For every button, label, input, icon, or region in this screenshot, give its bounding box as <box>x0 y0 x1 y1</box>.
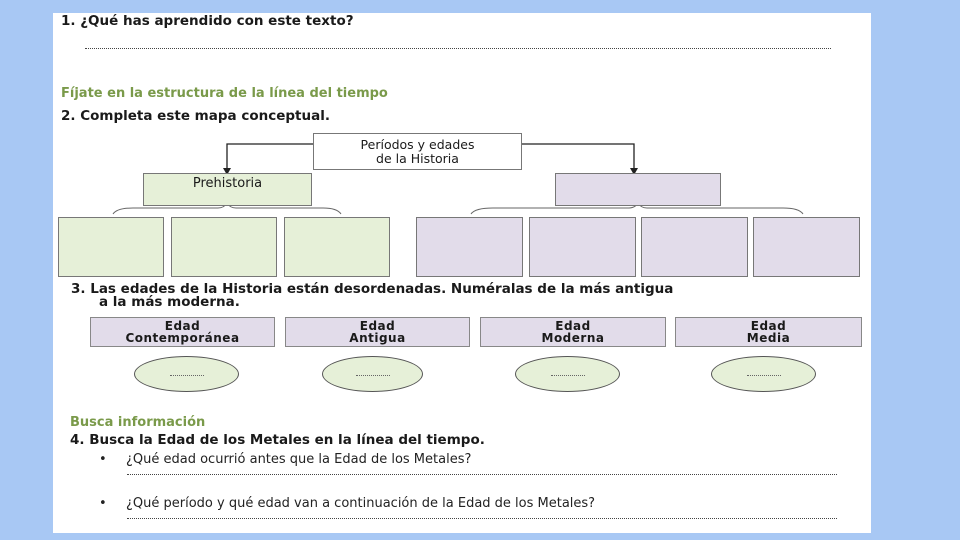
bullet-dot-1: • <box>99 452 107 467</box>
answer-line-4a[interactable] <box>127 474 837 475</box>
question-2: 2. Completa este mapa conceptual. <box>61 108 330 124</box>
section-heading-busca: Busca información <box>70 415 206 430</box>
box-historia-2[interactable] <box>529 217 636 277</box>
question-3-line-1: 3. Las edades de la Historia están desordenadas. Numéralas de la más antigua <box>71 281 674 297</box>
bullet-question-1: ¿Qué edad ocurrió antes que la Edad de los Metales? <box>126 452 472 467</box>
box-historia-3[interactable] <box>641 217 748 277</box>
box-prehistoria-1[interactable] <box>58 217 164 277</box>
box-historia-1[interactable] <box>416 217 523 277</box>
era-label-line-1: Edad <box>750 319 787 333</box>
node-prehistoria: Prehistoria <box>143 173 312 206</box>
section-heading-timeline: Fíjate en la estructura de la línea del tiempo <box>61 86 388 101</box>
era-label-line-2: Antigua <box>349 331 406 345</box>
era-label-line-1: Edad <box>555 319 591 333</box>
era-label-line-2: Moderna <box>541 331 605 345</box>
question-4: 4. Busca la Edad de los Metales en la línea del tiempo. <box>70 432 485 448</box>
era-label-line-2: Media <box>746 331 791 345</box>
bullet-question-2: ¿Qué período y qué edad van a continuación de la Edad de los Metales? <box>126 496 596 511</box>
order-oval-antigua[interactable] <box>322 356 423 392</box>
box-prehistoria-2[interactable] <box>171 217 277 277</box>
worksheet-page <box>53 13 871 533</box>
root-line-1: Períodos y edades <box>360 137 475 152</box>
box-historia-4[interactable] <box>753 217 860 277</box>
era-label-line-2: Contemporánea <box>125 331 240 345</box>
era-card-antigua <box>285 317 470 347</box>
era-label-line-1: Edad <box>164 319 201 333</box>
order-oval-media[interactable] <box>711 356 816 392</box>
box-prehistoria-3[interactable] <box>284 217 390 277</box>
question-3-line-2: a la más moderna. <box>99 294 240 310</box>
era-card-contemporanea <box>90 317 275 347</box>
order-oval-moderna[interactable] <box>515 356 620 392</box>
era-card-media <box>675 317 862 347</box>
bullet-dot-2: • <box>99 496 107 511</box>
question-1: 1. ¿Qué has aprendido con este texto? <box>61 13 354 29</box>
concept-map-root <box>313 133 522 170</box>
answer-line-4b[interactable] <box>127 518 837 519</box>
root-line-2: de la Historia <box>376 151 459 166</box>
era-card-moderna <box>480 317 666 347</box>
era-label-line-1: Edad <box>359 319 396 333</box>
node-historia-blank[interactable] <box>555 173 721 206</box>
order-oval-contemporanea[interactable] <box>134 356 239 392</box>
